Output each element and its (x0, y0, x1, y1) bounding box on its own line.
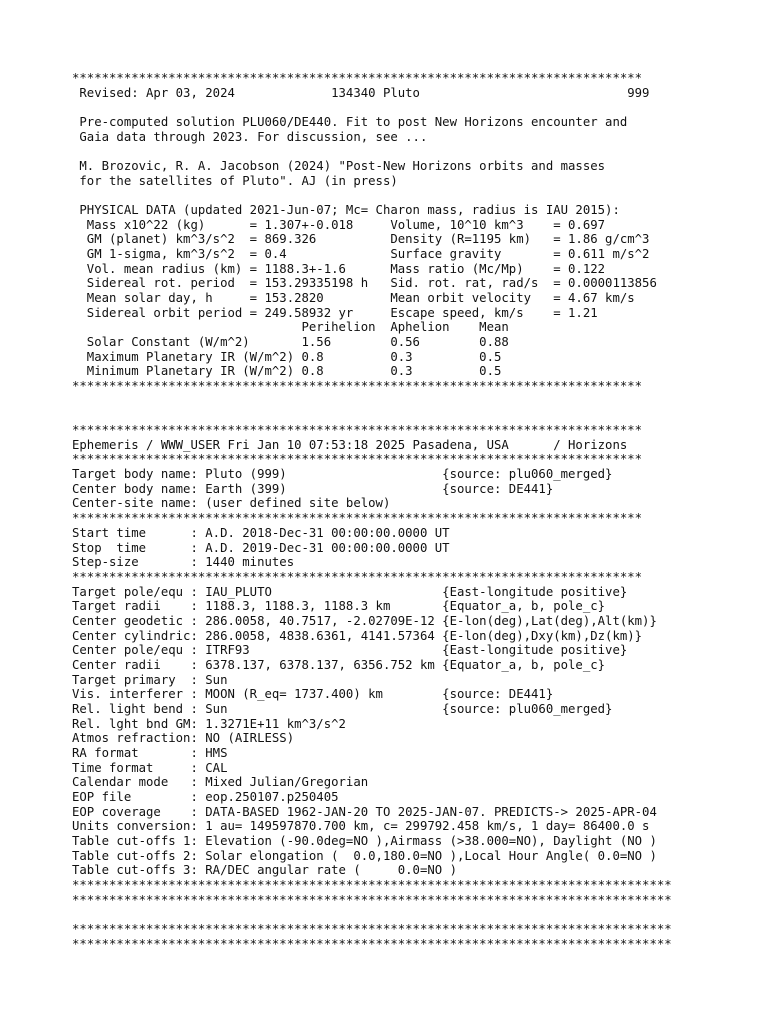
text-line (72, 408, 762, 423)
text-line: Gaia data through 2023. For discussion, see ... (72, 129, 428, 144)
text-line (72, 144, 762, 159)
text-line: Rel. light bend : Sun {source: plu060_merged} (72, 701, 613, 716)
text-line: Table cut-offs 1: Elevation (-90.0deg=NO ),Airmass (>38.000=NO), Daylight (NO ) (72, 833, 657, 848)
text-line: ***************************************************************************** (72, 423, 643, 438)
text-line: Revised: Apr 03, 2024 134340 Pluto 999 (72, 85, 650, 100)
text-line: EOP file : eop.250107.p250405 (72, 789, 339, 804)
text-line: Atmos refraction: NO (AIRLESS) (72, 731, 295, 746)
text-line: ********************************************************************************* (72, 892, 672, 907)
text-line: Calendar mode : Mixed Julian/Gregorian (72, 775, 369, 790)
text-line: Ephemeris / WWW_USER Fri Jan 10 07:53:18 2025 Pasadena, USA / Horizons (72, 437, 628, 452)
text-line: Stop time : A.D. 2019-Dec-31 00:00:00.0000 UT (72, 540, 450, 555)
text-line: Time format : CAL (72, 760, 228, 775)
text-line: M. Brozovic, R. A. Jacobson (2024) "Post-New Horizons orbits and masses (72, 159, 606, 174)
text-line: ********************************************************************************* (72, 877, 672, 892)
text-line: Mean solar day, h = 153.2820 Mean orbit velocity = 4.67 km/s (72, 291, 635, 306)
text-line: Minimum Planetary IR (W/m^2) 0.8 0.3 0.5 (72, 364, 502, 379)
text-line: Solar Constant (W/m^2) 1.56 0.56 0.88 (72, 335, 509, 350)
text-line: ***************************************************************************** (72, 569, 643, 584)
text-line: Table cut-offs 2: Solar elongation ( 0.0,180.0=NO ),Local Hour Angle( 0.0=NO ) (72, 848, 657, 863)
text-line: Sidereal rot. period = 153.29335198 h Sid. rot. rat, rad/s = 0.0000113856 (72, 276, 657, 291)
text-line: Start time : A.D. 2018-Dec-31 00:00:00.0000 UT (72, 525, 450, 540)
text-line: GM (planet) km^3/s^2 = 869.326 Density (R=1195 km) = 1.86 g/cm^3 (72, 232, 650, 247)
text-line: GM 1-sigma, km^3/s^2 = 0.4 Surface gravity = 0.611 m/s^2 (72, 247, 650, 262)
text-line: EOP coverage : DATA-BASED 1962-JAN-20 TO 2025-JAN-07. PREDICTS-> 2025-APR-04 (72, 804, 657, 819)
text-line: ***************************************************************************** (72, 71, 643, 85)
text-line: Center-site name: (user defined site below) (72, 496, 391, 511)
text-line: RA format : HMS (72, 745, 228, 760)
text-line: PHYSICAL DATA (updated 2021-Jun-07; Mc= Charon mass, radius is IAU 2015): (72, 203, 620, 218)
text-line: Rel. lght bnd GM: 1.3271E+11 km^3/s^2 (72, 716, 346, 731)
text-line: Units conversion: 1 au= 149597870.700 km, c= 299792.458 km/s, 1 day= 86400.0 s (72, 819, 650, 834)
text-line (72, 394, 762, 409)
text-line: ***************************************************************************** (72, 511, 643, 526)
text-line (72, 188, 762, 203)
text-line: ********************************************************************************* (72, 936, 672, 951)
text-line: Target pole/equ : IAU_PLUTO {East-longitude positive} (72, 584, 628, 599)
text-line: Center pole/equ : ITRF93 {East-longitude positive} (72, 643, 628, 658)
text-line: Sidereal orbit period = 249.58932 yr Escape speed, km/s = 1.21 (72, 305, 598, 320)
text-line: ***************************************************************************** (72, 379, 643, 394)
text-line: for the satellites of Pluto". AJ (in press) (72, 173, 398, 188)
text-line (72, 907, 762, 922)
text-line: Center radii : 6378.137, 6378.137, 6356.752 km {Equator_a, b, pole_c} (72, 657, 606, 672)
text-line: Mass x10^22 (kg) = 1.307+-0.018 Volume, 10^10 km^3 = 0.697 (72, 217, 606, 232)
text-line: Maximum Planetary IR (W/m^2) 0.8 0.3 0.5 (72, 349, 502, 364)
horizons-ephemeris-text (72, 71, 762, 951)
text-line: ********************************************************************************* (72, 921, 672, 936)
text-line: Vis. interferer : MOON (R_eq= 1737.400) km {source: DE441} (72, 687, 554, 702)
text-line: ***************************************************************************** (72, 452, 643, 467)
text-line: Center geodetic : 286.0058, 40.7517, -2.02709E-12 {E-lon(deg),Lat(deg),Alt(km)} (72, 613, 657, 628)
text-line (72, 100, 762, 115)
text-line: Center cylindric: 286.0058, 4838.6361, 4141.57364 {E-lon(deg),Dxy(km),Dz(km)} (72, 628, 643, 643)
text-line: Step-size : 1440 minutes (72, 555, 295, 570)
text-line: Target primary : Sun (72, 672, 228, 687)
text-line: Center body name: Earth (399) {source: DE441} (72, 481, 554, 496)
text-line: Target radii : 1188.3, 1188.3, 1188.3 km {Equator_a, b, pole_c} (72, 599, 606, 614)
text-line: Perihelion Aphelion Mean (72, 320, 509, 335)
text-line: Table cut-offs 3: RA/DEC angular rate ( 0.0=NO ) (72, 863, 457, 878)
text-line: Target body name: Pluto (999) {source: plu060_merged} (72, 467, 613, 482)
text-line: Pre-computed solution PLU060/DE440. Fit to post New Horizons encounter and (72, 115, 628, 130)
text-line: Vol. mean radius (km) = 1188.3+-1.6 Mass ratio (Mc/Mp) = 0.122 (72, 261, 606, 276)
